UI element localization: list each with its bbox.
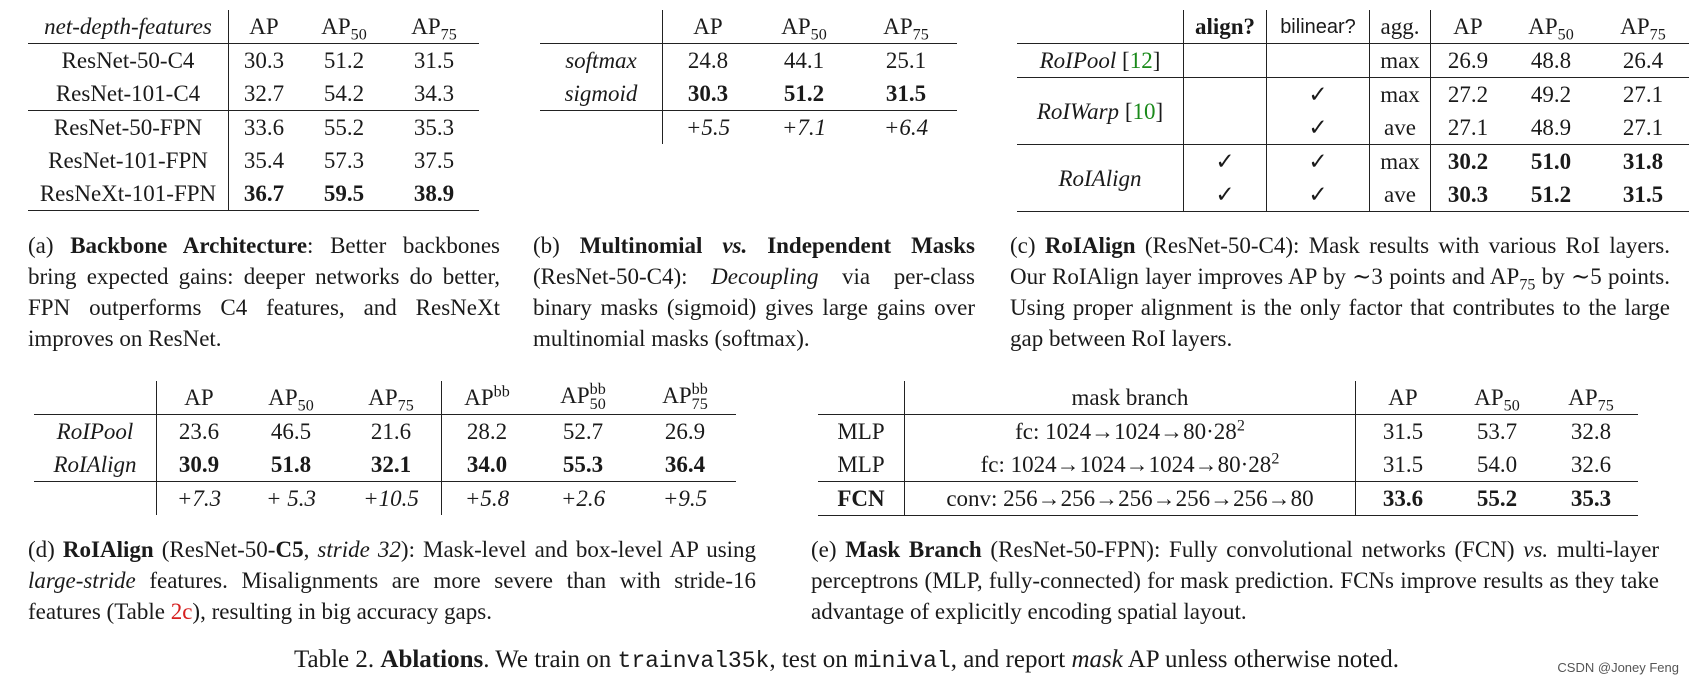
table-d-header-apbb75: APbb 75 (634, 381, 736, 415)
table-b-header-ap: AP (663, 10, 754, 44)
table-row: RoIPool [12] max 26.9 48.8 26.4 (1017, 44, 1689, 78)
table-row: FCN conv: 256→256→256→256→256→80 33.6 55.2 35.3 (818, 482, 1638, 516)
table-d-header-apbb50: APbb 50 (532, 381, 634, 415)
table-row: MLP fc: $1024\to 1024\to 80\cdot 28^2$ 31.5 53.7 32.8 (818, 415, 1638, 449)
table-c-header-align: align? (1184, 10, 1267, 44)
table-row: ResNet-50-C4 30.3 51.2 31.5 (28, 44, 479, 78)
table-d-header-apbb: $AP^{bb}$ (442, 381, 533, 415)
table-c-header-bilinear: bilinear? (1267, 10, 1370, 44)
table-c-header-ap75: $AP_{75}$ (1597, 10, 1689, 44)
table-a (28, 10, 479, 211)
table-row: +5.5 +7.1 +6.4 (540, 111, 957, 145)
table-a-header-ap50: $AP_{50}$ (299, 10, 389, 44)
table-row: RoIAlign 30.9 51.8 32.1 34.0 55.3 36.4 (34, 448, 736, 482)
table-row: sigmoid 30.3 51.2 31.5 (540, 77, 957, 111)
caption-a: (a) Backbone Architecture: Better backbones bring expected gains: deeper networks do better, FPN outperforms C4 features, and ResNeXt improves on ResNet. (28, 233, 500, 351)
table-c-header-agg: agg. (1370, 10, 1431, 44)
table-e-header-mask-branch: mask branch (905, 381, 1356, 415)
table-row: ResNet-101-C4 32.7 54.2 34.3 (28, 77, 479, 111)
caption-b: (b) Multinomial vs. Independent Masks (ResNet-50-C4): Decoupling via per-class binary masks (sigmoid) gives large gains over multinomial masks (softmax). (533, 233, 975, 351)
table-d-header-ap: AP (157, 381, 242, 415)
table-caption-main: Table 2. Ablations. We train on trainval35k, test on minival, and report mask AP unless otherwise noted. (293, 646, 1400, 674)
table-row: ✓ ave 27.1 48.9 27.1 (1017, 111, 1689, 145)
table-ref-link[interactable]: 2c (170, 599, 193, 624)
table-row: ResNet-50-FPN 33.6 55.2 35.3 (28, 111, 479, 145)
table-e (818, 381, 1638, 516)
table-a-header-ap75: $AP_{75}$ (389, 10, 479, 44)
table-row: RoIPool 23.6 46.5 21.6 28.2 52.7 26.9 (34, 415, 736, 449)
table-e-grid (818, 381, 1638, 516)
table-b (540, 10, 957, 144)
table-c (1017, 10, 1689, 212)
caption-e: (e) Mask Branch (ResNet-50-FPN): Fully convolutional networks (FCN) vs. multi-layer perceptrons (MLP, fully-connected) for mask prediction. FCNs improve results as they take advantage of explicitly encoding spatial layout. (811, 537, 1660, 624)
table-e-header-ap50: $AP_{50}$ (1450, 381, 1544, 415)
table-d-header-ap50: $AP_{50}$ (241, 381, 341, 415)
table-row: ResNeXt-101-FPN 36.7 59.5 38.9 (28, 177, 479, 211)
table-row: ✓ ✓ ave 30.3 51.2 31.5 (1017, 178, 1689, 212)
caption-c: (c) RoIAlign (ResNet-50-C4): Mask results with various RoI layers. Our RoIAlign layer improves AP by ∼3 points and $AP_{75}$ by ∼5 points. Using proper alignment is the only factor that contributes to the large gap between RoI layers. (1010, 233, 1670, 351)
caption-d: (d) RoIAlign (ResNet-50-C5, stride 32): Mask-level and box-level AP using large-stride features. Misalignments are more severe than with stride-16 features (Table 2c), resulting in big accuracy gaps. (28, 537, 757, 624)
table-row: ResNet-101-FPN 35.4 57.3 37.5 (28, 144, 479, 177)
table-row: +7.3 + 5.3 +10.5 +5.8 +2.6 +9.5 (34, 482, 736, 516)
table-row: MLP fc: $1024\to 1024\to 1024\to 80\cdot 28^2$ 31.5 54.0 32.6 (818, 448, 1638, 482)
table-b-grid (540, 10, 957, 144)
table-d-header-ap75: $AP_{75}$ (341, 381, 442, 415)
watermark: CSDN @Joney Feng (1557, 660, 1679, 675)
table-a-grid (28, 10, 479, 211)
table-c-header-ap: AP (1431, 10, 1506, 44)
table-row: RoIAlign ✓ ✓ max 30.2 51.0 31.8 (1017, 145, 1689, 179)
table-a-header-name: net-depth-features (28, 10, 229, 44)
table-c-header-ap50: $AP_{50}$ (1505, 10, 1597, 44)
table-e-header-ap75: $AP_{75}$ (1544, 381, 1638, 415)
table-row: RoIWarp [10] ✓ max 27.2 49.2 27.1 (1017, 78, 1689, 112)
table-e-header-ap: AP (1356, 381, 1451, 415)
table-d-grid (34, 381, 736, 515)
table-row: softmax 24.8 44.1 25.1 (540, 44, 957, 78)
table-b-header-ap50: $AP_{50}$ (753, 10, 855, 44)
table-a-header-ap: AP (229, 10, 300, 44)
table-b-header-ap75: $AP_{75}$ (855, 10, 957, 44)
table-d (34, 381, 736, 515)
table-c-grid (1017, 10, 1689, 212)
